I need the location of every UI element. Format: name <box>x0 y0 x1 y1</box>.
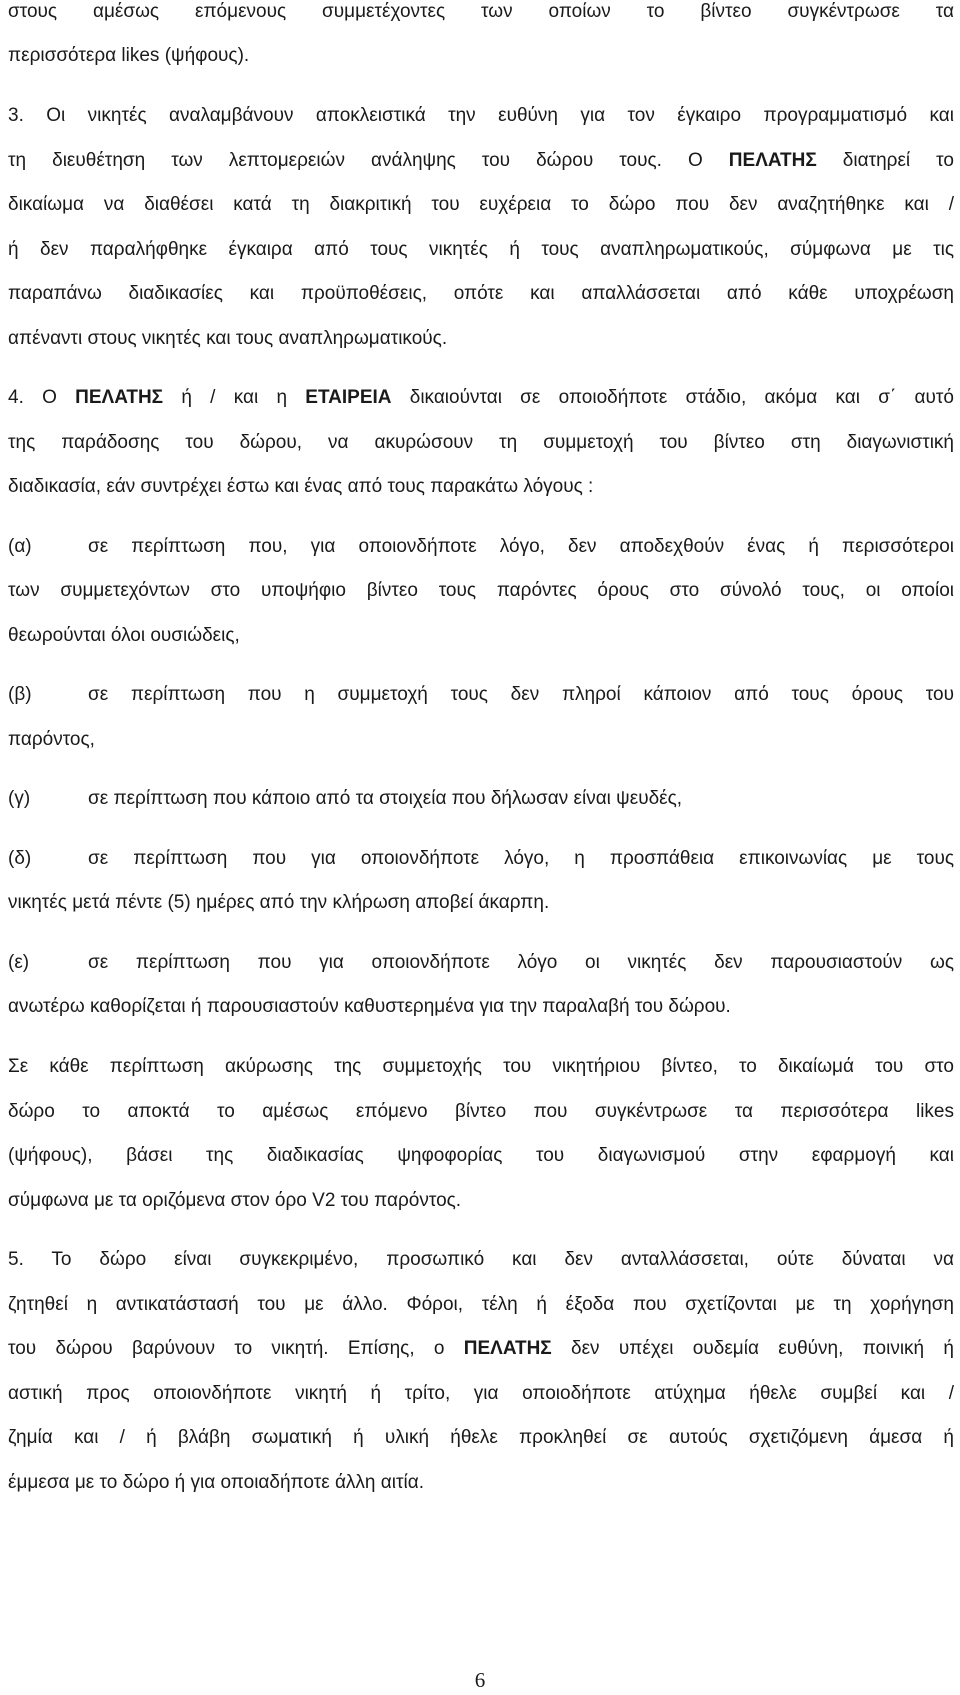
p4-line-3: διαδικασία, εάν συντρέχει έστω και ένας από τους παρακάτω λόγους : <box>8 476 594 497</box>
item-d-label: (δ) <box>8 848 32 869</box>
cancel-line-2: δώρο το αποκτά το αμέσως επόμενο βίντεο που συγκέντρωσε τα περισσότερα likes <box>8 1101 954 1122</box>
p5-text: του δώρου βαρύνουν το νικητή. Επίσης, ο <box>8 1338 464 1359</box>
p5-line-1: 5. Το δώρο είναι συγκεκριμένο, προσωπικό και δεν ανταλλάσσεται, ούτε δύναται να <box>8 1249 954 1270</box>
cancel-line-3: (ψήφους), βάσει της διαδικασίας ψηφοφορίας του διαγωνισμού στην εφαρμογή και <box>8 1145 954 1166</box>
item-c-label: (γ) <box>8 788 31 809</box>
p3-text: διατηρεί το <box>816 150 954 171</box>
item-d-line-2: νικητές μετά πέντε (5) ημέρες από την κλήρωση αποβεί άκαρπη. <box>8 892 550 913</box>
item-e-line-1 <box>8 951 954 975</box>
client-bold: ΠΕΛΑΤΗΣ <box>463 1338 552 1359</box>
item-b-line-2: παρόντος, <box>8 729 95 750</box>
item-d-line-1 <box>8 847 954 871</box>
item-b-label: (β) <box>8 684 32 705</box>
item-b-line-1 <box>8 683 954 707</box>
item-a-line-3: θεωρούνται όλοι ουσιώδεις, <box>8 625 240 646</box>
p4-line-2: της παράδοσης του δώρου, να ακυρώσουν τη συμμετοχή του βίντεο στη διαγωνιστική <box>8 432 954 453</box>
p3-line-3: δικαίωμα να διαθέσει κατά τη διακριτική του ευχέρεια το δώρο που δεν αναζητήθηκε και / <box>8 194 954 215</box>
item-a-line-2: των συμμετεχόντων στο υποψήφιο βίντεο τους παρόντες όρους στο σύνολό τους, οι οποίοι <box>8 580 954 601</box>
p5-line-4: αστική προς οποιονδήποτε νικητή ή τρίτο, για οποιοδήποτε ατύχημα ήθελε συμβεί και / <box>8 1383 954 1404</box>
p3-text: τη διευθέτηση των λεπτομερειών ανάληψης του δώρου τους. Ο <box>8 150 729 171</box>
p5-line-2: ζητηθεί η αντικατάστασή του με άλλο. Φόροι, τέλη ή έξοδα που σχετίζονται με τη χορήγηση <box>8 1294 954 1315</box>
p3-line-6: απέναντι στους νικητές και τους αναπληρωματικούς. <box>8 328 448 349</box>
client-bold: ΠΕΛΑΤΗΣ <box>75 387 164 408</box>
p5-line-5: ζημία και / ή βλάβη σωματική ή υλική ήθελε προκληθεί σε αυτούς σχετιζόμενη άμεσα ή <box>8 1427 954 1448</box>
p5-line-3 <box>8 1337 954 1361</box>
cancel-line-1: Σε κάθε περίπτωση ακύρωσης της συμμετοχής του νικητήριου βίντεο, το δικαίωμά του στο <box>8 1056 954 1077</box>
p3-line-1: 3. Οι νικητές αναλαμβάνουν αποκλειστικά την ευθύνη για τον έγκαιρο προγραμματισμό και <box>8 105 954 126</box>
item-d-text: σε περίπτωση που για οποιονδήποτε λόγο, η προσπάθεια επικοινωνίας με τους <box>88 848 954 869</box>
item-b-text: σε περίπτωση που η συμμετοχή τους δεν πληροί κάποιον από τους όρους του <box>88 684 954 705</box>
intro-line-1: στους αμέσως επόμενους συμμετέχοντες των οποίων το βίντεο συγκέντρωσε τα <box>8 1 954 22</box>
item-a-label: (α) <box>8 536 32 557</box>
item-a-line-1 <box>8 535 954 559</box>
item-c-text: σε περίπτωση που κάποιο από τα στοιχεία που δήλωσαν είναι ψευδές, <box>88 788 683 809</box>
p3-line-4: ή δεν παραλήφθηκε έγκαιρα από τους νικητές ή τους αναπληρωματικούς, σύμφωνα με τις <box>8 239 954 260</box>
item-e-line-2: ανωτέρω καθορίζεται ή παρουσιαστούν καθυστερημένα για την παραλαβή του δώρου. <box>8 996 731 1017</box>
item-a-text: σε περίπτωση που, για οποιονδήποτε λόγο, δεν αποδεχθούν ένας ή περισσότεροι <box>88 536 954 557</box>
client-bold: ΠΕΛΑΤΗΣ <box>728 150 817 171</box>
p4-line-1 <box>8 386 954 410</box>
company-bold: ΕΤΑΙΡΕΙΑ <box>305 387 392 408</box>
p5-line-6: έμμεσα με το δώρο ή για οποιαδήποτε άλλη αιτία. <box>8 1472 424 1493</box>
intro-line-2: περισσότερα likes (ψήφους). <box>8 45 250 66</box>
p5-text: δεν υπέχει ουδεμία ευθύνη, ποινική ή <box>551 1338 954 1359</box>
p3-line-5: παραπάνω διαδικασίες και προϋποθέσεις, οπότε και απαλλάσσεται από κάθε υποχρέωση <box>8 283 954 304</box>
p4-text: ή / και η <box>163 387 306 408</box>
item-c-line-1 <box>8 787 954 811</box>
p4-text: 4. Ο <box>8 387 76 408</box>
item-e-text: σε περίπτωση που για οποιονδήποτε λόγο οι νικητές δεν παρουσιαστούν ως <box>88 952 954 973</box>
p3-line-2 <box>8 149 954 173</box>
cancel-line-4: σύμφωνα με τα οριζόμενα στον όρο V2 του παρόντος. <box>8 1190 462 1211</box>
item-e-label: (ε) <box>8 952 30 973</box>
p4-text: δικαιούνται σε οποιοδήποτε στάδιο, ακόμα και σ΄ αυτό <box>391 387 954 408</box>
page-number: 6 <box>474 1668 486 1692</box>
